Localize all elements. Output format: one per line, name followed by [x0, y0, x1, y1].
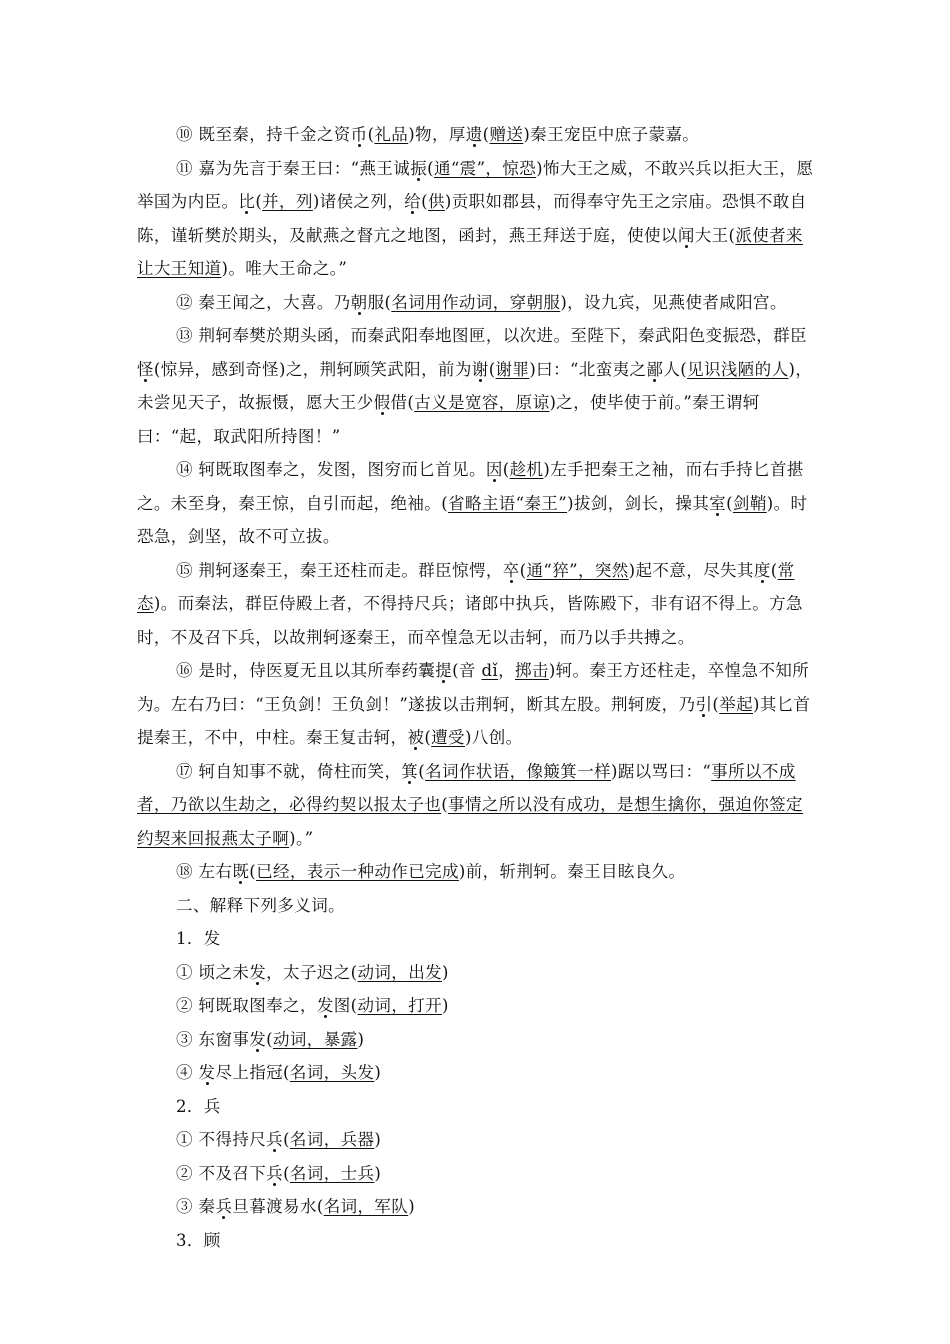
text-run: ② 轲既取图奉之，	[176, 996, 317, 1015]
dotted-keyword: 兵	[266, 1130, 284, 1149]
list-item	[137, 1023, 817, 1057]
paragraph	[137, 554, 817, 655]
text-run: )拔剑，剑长，操其	[567, 493, 710, 513]
text-run: (	[482, 125, 490, 144]
underlined-annotation: 通“震”，惊恐	[433, 158, 537, 178]
dotted-keyword: 鄙	[646, 359, 664, 379]
text-run: 借(	[390, 393, 415, 412]
text-run: (音	[452, 661, 482, 680]
text-run: ，	[498, 661, 515, 680]
dotted-keyword: 引	[695, 694, 713, 714]
underlined-annotation: 事所以不成者，乃欲以生劫之，必得约契以报太子也	[137, 761, 796, 814]
dotted-keyword: 假	[373, 393, 391, 412]
text-run: ⑱ 左右	[176, 862, 233, 881]
text-run: (惊异，感到奇怪)之，荆轲顾笑武阳，前为	[153, 359, 472, 379]
text-run: ① 不得持尺	[176, 1130, 267, 1149]
underlined-annotation: 名词作状语，像簸箕一样	[425, 761, 612, 781]
list-item	[137, 1090, 817, 1124]
text-run: )。唯大王命之。”	[221, 259, 348, 278]
list-item	[137, 1190, 817, 1224]
underlined-annotation: dǐ	[481, 661, 499, 680]
underlined-annotation: 省略主语“秦王”	[448, 493, 568, 513]
text-run: 尽上指冠(	[215, 1063, 290, 1082]
text-run: 2．兵	[176, 1096, 221, 1116]
underlined-annotation: 古义是宽容，原谅	[414, 393, 550, 412]
dotted-keyword: 兵	[215, 1197, 233, 1216]
text-run: (	[255, 192, 263, 211]
underlined-annotation: 掷击	[515, 661, 549, 680]
text-run: ，太子迟之(	[266, 962, 358, 982]
text-run: 图(	[333, 996, 358, 1015]
list-item	[137, 1056, 817, 1090]
text-run: ⑭ 轲既取图奉之，发图，图穷而匕首见。	[176, 460, 486, 479]
text-run: )前，斩荆轲。秦王目眩良久。	[458, 862, 686, 881]
underlined-annotation: 已经，表示一种动作已完成	[256, 862, 459, 881]
underlined-annotation: 动词，出发	[357, 962, 442, 982]
text-run: ⑪ 嘉为先言于秦王曰：“燕王诚	[176, 158, 411, 178]
text-run: )	[374, 1130, 382, 1149]
underlined-annotation: 趁机	[509, 460, 544, 479]
text-run: )	[357, 1029, 365, 1049]
text-run: )	[442, 996, 449, 1015]
text-run: )左手把秦王之袖，而右手持匕首揕之。未至身，秦王惊，自引而起，绝袖。(	[137, 460, 804, 513]
text-run: )，设九宾，见燕使者咸阳宫。	[560, 292, 787, 312]
text-run: )贡职如郡县，而得奉守先王之宗庙。恐惧不敢自陈，谨斩樊於期头，及献燕之督亢之地图，函封，燕王拜送于庭，使使以	[137, 192, 807, 245]
underlined-annotation: 谢罪	[495, 359, 530, 379]
text-run: ① 顷之未	[176, 962, 250, 982]
dotted-keyword: 箕	[401, 761, 419, 781]
text-run: (	[418, 761, 426, 781]
underlined-annotation: 名词用作动词，穿朝服	[391, 292, 561, 312]
paragraph	[137, 855, 817, 889]
text-run: 1．发	[176, 929, 221, 948]
text-run: (	[266, 1029, 273, 1049]
text-run: (	[488, 359, 496, 379]
text-run: (	[712, 694, 720, 714]
text-run: )八创。	[464, 728, 523, 747]
text-run: ⑩ 既至秦，持千金之资	[176, 125, 351, 144]
text-run: )诸侯之列，	[312, 192, 405, 211]
dotted-keyword: 发	[316, 996, 334, 1015]
text-run: (	[424, 728, 432, 747]
text-run: )，未尝见天子，故振慑，愿大王少	[137, 359, 813, 412]
document-body	[137, 118, 817, 1257]
text-run: ③ 东窗事	[176, 1029, 250, 1049]
list-item	[137, 1157, 817, 1191]
underlined-annotation: 通“猝”，突然	[526, 560, 629, 580]
text-run: (	[502, 460, 510, 479]
text-run: (	[726, 493, 733, 513]
text-run: )怖大王之威，不敢兴兵以拒大王，愿举国为内臣。	[137, 158, 814, 211]
underlined-annotation: 剑鞘	[732, 493, 767, 513]
paragraph	[137, 319, 817, 453]
list-item	[137, 1224, 817, 1258]
dotted-keyword: 发	[249, 962, 267, 982]
text-run: 大王(	[694, 225, 736, 245]
underlined-annotation: 名词，士兵	[289, 1163, 375, 1183]
dotted-keyword: 提	[435, 661, 453, 680]
text-run: ⑬ 荆轲奉樊於期头函，而秦武阳奉地图匣，以次进。至陛下，秦武阳色变振恐，群臣	[176, 326, 807, 345]
text-run: )。时恐急，剑坚，故不可立拔。	[137, 493, 808, 546]
list-item	[137, 1123, 817, 1157]
underlined-annotation: 并，列	[262, 192, 313, 211]
dotted-keyword: 朝	[350, 292, 368, 312]
text-run: )。而秦法，群臣侍殿上者，不得持尺兵；诸郎中执兵，皆陈殿下，非有诏不得上。方急时，不及召下兵，以故荆轲逐秦王，而卒惶急无以击轲，而乃以手共搏之。	[137, 594, 803, 647]
underlined-annotation: 名词，军队	[323, 1197, 409, 1216]
text-run: ⑮ 荆轲逐秦王，秦王还柱而走。群臣惊愕，	[176, 560, 503, 580]
text-run: (	[367, 125, 375, 144]
text-run: ② 不及召下	[176, 1163, 267, 1183]
text-run: 人(	[663, 359, 688, 379]
paragraph	[137, 118, 817, 152]
text-run: )。”	[289, 828, 314, 848]
dotted-keyword: 室	[709, 493, 727, 513]
text-run: (	[283, 1163, 290, 1183]
dotted-keyword: 发	[198, 1063, 216, 1082]
underlined-annotation: 礼品	[374, 125, 409, 144]
dotted-keyword: 给	[404, 192, 422, 211]
underlined-annotation: 事情之所以没有成功，是想生擒你，强迫你签定约契来回报燕太子啊	[137, 795, 803, 848]
dotted-keyword: 闻	[677, 225, 695, 245]
text-run: )曰：“北蛮夷之	[529, 359, 647, 379]
underlined-annotation: 名词，兵器	[289, 1130, 375, 1149]
text-run: )轲。秦王方还柱走，卒惶急不知所为。左右乃曰：“王负剑！王负剑！”遂拔以击荆轲，断其左股。荆轲废，乃	[137, 661, 810, 714]
paragraph	[137, 889, 817, 923]
dotted-keyword: 币	[350, 125, 368, 144]
underlined-annotation: 遭受	[431, 728, 465, 747]
dotted-keyword: 被	[407, 728, 425, 747]
text-run: )之，使毕使于前。”秦王谓轲曰：“起，取武阳所持图！”	[137, 393, 760, 446]
text-run: (	[283, 1130, 290, 1149]
underlined-annotation: 常态	[137, 560, 795, 613]
underlined-annotation: 供	[427, 192, 445, 211]
text-run: )	[374, 1163, 382, 1183]
dotted-keyword: 遗	[465, 125, 483, 144]
dotted-keyword: 比	[238, 192, 256, 211]
text-run: (	[249, 862, 257, 881]
text-run: (	[441, 795, 449, 814]
underlined-annotation: 动词，暴露	[273, 1029, 358, 1049]
text-run: )	[442, 962, 449, 982]
text-run: )	[374, 1063, 382, 1082]
dotted-keyword: 卒	[502, 560, 520, 580]
text-run: ⑫ 秦王闻之，大喜。乃	[176, 292, 351, 312]
dotted-keyword: 怪	[137, 359, 154, 379]
text-run: (	[519, 560, 527, 580]
underlined-annotation: 举起	[719, 694, 754, 714]
text-run: ⑯ 是时，侍医夏无且以其所奉药囊	[176, 661, 436, 680]
dotted-keyword: 谢	[471, 359, 489, 379]
text-run: 二、解释下列多义词。	[176, 895, 345, 915]
underlined-annotation: 动词，打开	[357, 996, 443, 1015]
text-run: 服(	[367, 292, 392, 312]
text-run: )起不意，尽失其	[628, 560, 754, 580]
text-run: (	[421, 192, 428, 211]
text-run: )踞以骂曰：“	[611, 761, 712, 781]
text-run: 3．顾	[176, 1230, 221, 1250]
paragraph	[137, 755, 817, 856]
dotted-keyword: 振	[410, 158, 428, 178]
paragraph	[137, 654, 817, 755]
dotted-keyword: 度	[753, 560, 771, 580]
list-item	[137, 989, 817, 1023]
dotted-keyword: 因	[485, 460, 503, 479]
text-run: (	[427, 158, 434, 178]
text-run: )秦王宠臣中庶子蒙嘉。	[523, 125, 700, 144]
text-run: ④	[176, 1063, 199, 1082]
underlined-annotation: 派使者来让大王知道	[137, 225, 803, 278]
underlined-annotation: 名词，头发	[289, 1063, 375, 1082]
text-run: 旦暮渡易水(	[232, 1197, 324, 1216]
paragraph	[137, 152, 817, 286]
list-item	[137, 956, 817, 990]
text-run: )	[408, 1197, 416, 1216]
dotted-keyword: 既	[232, 862, 250, 881]
underlined-annotation: 赠送	[489, 125, 524, 144]
text-run: (	[770, 560, 778, 580]
dotted-keyword: 发	[249, 1029, 267, 1049]
paragraph	[137, 453, 817, 554]
text-run: ③ 秦	[176, 1197, 216, 1216]
paragraph	[137, 286, 817, 320]
text-run: ⑰ 轲自知事不就，倚柱而笑，	[176, 761, 402, 781]
text-run: )其匕首提秦王，不中，中柱。秦王复击轲，	[137, 694, 811, 747]
dotted-keyword: 兵	[266, 1163, 284, 1183]
underlined-annotation: 见识浅陋的人	[687, 359, 789, 379]
text-run: )物，厚	[408, 125, 466, 144]
list-item	[137, 922, 817, 956]
